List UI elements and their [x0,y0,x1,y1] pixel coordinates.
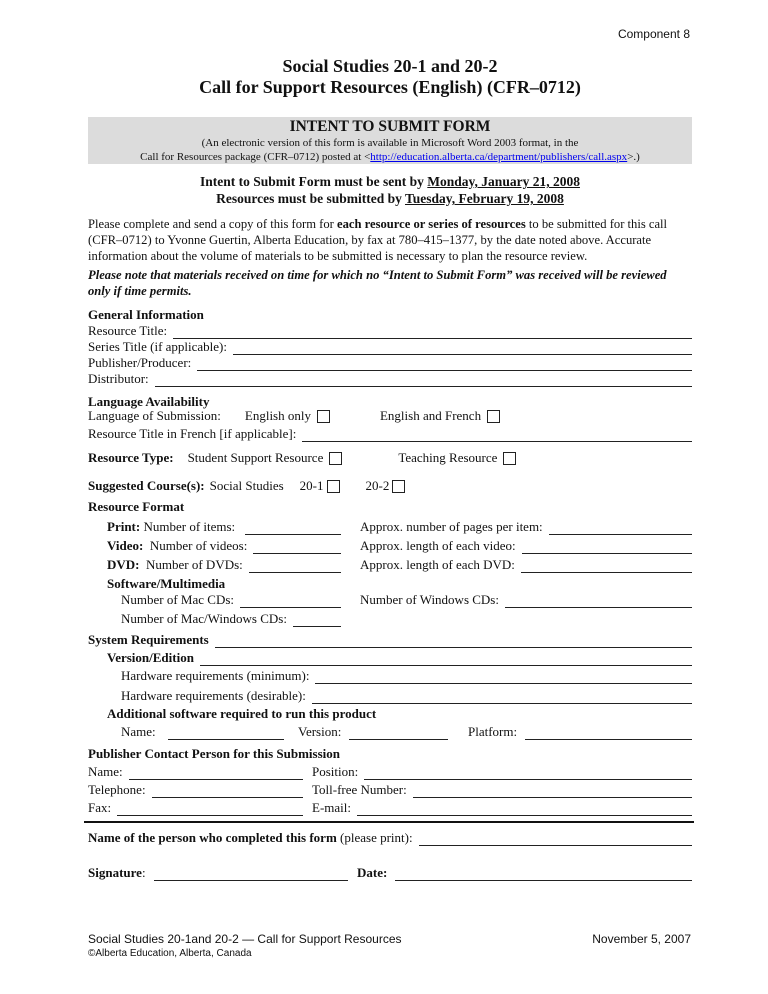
component-label: Component 8 [617,27,690,41]
english-french-checkbox[interactable] [487,410,500,423]
label: Resource Title: [88,323,168,338]
course-20-2-checkbox[interactable] [392,480,405,493]
label: E-mail: [312,800,351,815]
label: Name: [88,764,123,779]
input-line[interactable] [240,594,341,608]
label: (please print): [336,830,413,845]
contact-telephone-field[interactable] [88,782,303,798]
label: Teaching Resource [398,450,498,465]
additional-software-row [121,724,692,740]
completed-by-field[interactable] [88,830,692,846]
input-line[interactable] [155,373,692,387]
label: Version/Edition [107,650,194,665]
subject: Social Studies [209,478,284,493]
mac-cds-field[interactable] [121,592,341,608]
mac-windows-cds-field[interactable] [121,611,341,627]
label: Date: [357,865,388,880]
input-line[interactable] [302,428,692,442]
resource-type-label: Resource Type: [88,450,174,465]
distributor-field[interactable] [88,371,692,387]
footer-copyright: ©Alberta Education, Alberta, Canada [88,948,252,959]
label: Telephone: [88,782,146,797]
signature-field[interactable] [88,865,348,881]
banner-note2 [88,150,692,164]
label: Distributor: [88,371,149,386]
input-line[interactable] [525,726,692,740]
hardware-min-field[interactable] [121,668,692,684]
resources-deadline-date: Tuesday, February 19, 2008 [404,191,564,206]
label: Fax: [88,800,112,815]
resource-type-row [88,450,692,466]
label: Number of videos: [149,538,248,553]
input-line[interactable] [549,521,692,535]
contact-tollfree-field[interactable] [312,782,692,798]
instructions [88,216,692,264]
course-20-1-option[interactable] [300,478,340,494]
banner-heading: INTENT TO SUBMIT FORM [289,118,491,135]
input-line[interactable] [168,726,284,740]
format-heading: Resource Format [88,499,185,514]
language-submission-row [88,408,692,424]
input-line[interactable] [215,634,692,648]
intent-deadline-text: Intent to Submit Form must be sent by [200,174,428,189]
input-line[interactable] [413,784,692,798]
publisher-field[interactable] [88,355,692,371]
label-bold: Print: [107,519,141,534]
label: Approx. length of each video: [360,538,516,553]
label: Name: [121,724,156,739]
input-line[interactable] [505,594,692,608]
additional-software-heading: Additional software required to run this product [107,706,377,721]
teaching-resource-checkbox[interactable] [503,452,516,465]
course-20-2-option[interactable] [366,478,406,494]
input-line[interactable] [253,540,341,554]
label: Number of Windows CDs: [360,592,499,607]
software-heading: Software/Multimedia [107,576,226,591]
label-bold: Video: [107,538,144,553]
english-only-checkbox[interactable] [317,410,330,423]
label: Student Support Resource [187,450,324,465]
language-heading: Language Availability [88,394,210,409]
system-requirements-field[interactable] [88,632,692,648]
label: Resource Title in French [if applicable]: [88,426,297,441]
contact-position-field[interactable] [312,764,692,780]
input-line[interactable] [245,521,341,535]
input-line[interactable] [152,784,303,798]
banner [88,117,692,164]
title-line2: Call for Support Resources (English) (CFR–0712) [199,77,581,97]
input-line[interactable] [117,802,303,816]
version-edition-field[interactable] [107,650,692,666]
instructions-text-2: to be submitted for this call (CFR–0712) to Yvonne Guertin, Alberta Education, by fax at 780–415–1377, by the date noted above. Accurate information about the volume of materials to be submitted is necessary to plan the resource review. [88,217,668,263]
suggested-course [88,478,692,494]
software-name-field[interactable] [121,724,284,740]
intent-deadline [88,174,692,190]
divider [84,821,694,823]
general-heading: General Information [88,307,204,322]
label: Number of items: [143,519,236,534]
input-line[interactable] [419,832,692,846]
intent-deadline-date: Monday, January 21, 2008 [427,174,580,189]
label: Number of DVDs: [146,557,243,572]
label: Suggested Course(s): [88,478,205,493]
label: System Requirements [88,632,209,647]
software-platform-field[interactable] [468,724,692,740]
english-only-option[interactable] [245,408,330,424]
label: Version: [298,724,342,739]
software-version-field[interactable] [298,724,448,740]
teaching-resource-option[interactable] [398,450,516,466]
dvd-count-field[interactable] [107,557,341,573]
label: Hardware requirements (desirable): [121,688,306,703]
resource-title-field[interactable] [88,323,692,339]
banner-note1: (An electronic version of this form is available in Microsoft Word 2003 format, in the [201,137,579,149]
label: English and French [379,408,482,423]
resources-deadline-text: Resources must be submitted by [216,191,405,206]
colon: : [141,865,146,880]
label: Platform: [468,724,518,739]
input-line[interactable] [312,690,692,704]
input-line[interactable] [173,325,692,339]
footer-title: Social Studies 20-1and 20-2 — Call for Support Resources [88,932,402,946]
input-line[interactable] [197,357,692,371]
hardware-desirable-field[interactable] [121,688,692,704]
late-note: Please note that materials received on time for which no “Intent to Submit Form” was received will be reviewed only if time permits. [88,268,667,298]
input-line[interactable] [233,341,692,355]
title-line1: Social Studies 20-1 and 20-2 [282,56,498,76]
instructions-text: Please complete and send a copy of this form for [88,217,338,231]
label: 20-1 [299,478,324,493]
instructions-bold: each resource or series of resources [337,217,526,231]
input-line[interactable] [129,766,303,780]
dvd-length-field[interactable] [360,557,692,573]
windows-cds-field[interactable] [360,592,692,608]
label: Approx. length of each DVD: [360,557,515,572]
input-line[interactable] [522,540,692,554]
label: Position: [312,764,359,779]
input-line[interactable] [364,766,692,780]
label: Approx. number of pages per item: [360,519,543,534]
input-line[interactable] [357,802,692,816]
label: Hardware requirements (minimum): [121,668,310,683]
contact-heading: Publisher Contact Person for this Submission [88,746,340,761]
student-support-option[interactable] [188,450,343,466]
label: Number of Mac/Windows CDs: [121,611,287,626]
input-line[interactable] [521,559,692,573]
label-bold: DVD: [107,557,140,572]
label: Publisher/Producer: [88,355,192,370]
input-line[interactable] [154,867,348,881]
series-title-field[interactable] [88,339,692,355]
contact-fax-field[interactable] [88,800,303,816]
input-line[interactable] [249,559,341,573]
contact-email-field[interactable] [312,800,692,816]
label: Toll-free Number: [312,782,407,797]
label: 20-2 [365,478,390,493]
input-line[interactable] [395,867,692,881]
french-title-field[interactable] [88,426,692,442]
print-items-field[interactable] [107,519,341,535]
label: Number of Mac CDs: [121,592,235,607]
print-pages-field[interactable] [360,519,692,535]
contact-name-field[interactable] [88,764,303,780]
label-bold: Name of the person who completed this form [88,830,337,845]
banner-note2-end: >.) [627,151,640,163]
label: Series Title (if applicable): [88,339,228,354]
course-20-1-checkbox[interactable] [327,480,340,493]
resources-deadline [88,191,692,207]
input-line[interactable] [315,670,692,684]
footer-date: November 5, 2007 [592,932,691,946]
banner-note2-text: Call for Resources package (CFR–0712) posted at < [140,151,371,163]
date-field[interactable] [357,865,692,881]
label: Signature [88,865,142,880]
call-link[interactable]: http://education.alberta.ca/department/publishers/call.aspx [370,151,628,163]
video-length-field[interactable] [360,538,692,554]
english-french-option[interactable] [380,408,500,424]
label: English only [244,408,311,423]
input-line[interactable] [200,652,692,666]
input-line[interactable] [293,613,341,627]
language-submission-label: Language of Submission: [88,408,221,423]
input-line[interactable] [349,726,448,740]
student-support-checkbox[interactable] [329,452,342,465]
video-count-field[interactable] [107,538,341,554]
